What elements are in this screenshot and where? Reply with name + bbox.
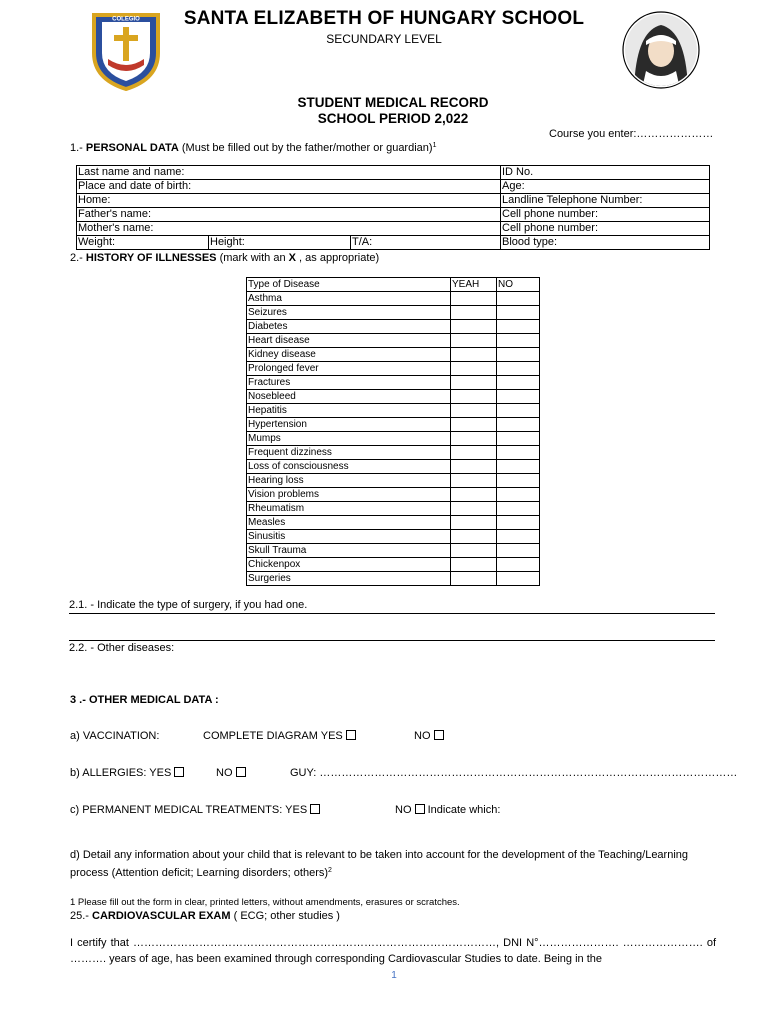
detail-text: d) Detail any information about your child that is relevant to be taken into account for the development of the Teaching/Learning process (Attention deficit; Learning disorders; others) (70, 849, 689, 879)
disease-name: Nosebleed (247, 390, 451, 404)
disease-yes-cell[interactable] (451, 292, 497, 306)
personal-data-table (76, 165, 710, 250)
disease-yes-cell[interactable] (451, 558, 497, 572)
disease-no-cell[interactable] (497, 516, 540, 530)
treatments-yes-checkbox[interactable] (310, 804, 320, 814)
table-row (247, 516, 540, 530)
treatments-yes-label: c) PERMANENT MEDICAL TREATMENTS: YES (70, 804, 308, 816)
disease-no-cell[interactable] (497, 488, 540, 502)
table-row (247, 376, 540, 390)
ta-field[interactable]: T/A: (351, 236, 501, 250)
disease-yes-cell[interactable] (451, 530, 497, 544)
disease-name: Sinusitis (247, 530, 451, 544)
disease-yes-cell[interactable] (451, 474, 497, 488)
disease-yes-cell[interactable] (451, 418, 497, 432)
table-row (77, 222, 710, 236)
disease-no-cell[interactable] (497, 334, 540, 348)
table-row (247, 362, 540, 376)
disease-yes-cell[interactable] (451, 390, 497, 404)
disease-yes-cell[interactable] (451, 320, 497, 334)
disease-no-cell[interactable] (497, 558, 540, 572)
table-row (247, 404, 540, 418)
disease-name: Kidney disease (247, 348, 451, 362)
disease-no-cell[interactable] (497, 460, 540, 474)
disease-no-cell[interactable] (497, 544, 540, 558)
disease-no-cell[interactable] (497, 474, 540, 488)
disease-name: Hearing loss (247, 474, 451, 488)
disease-name: Measles (247, 516, 451, 530)
section25-title: CARDIOVASCULAR EXAM (92, 910, 231, 922)
section2-title: HISTORY OF ILLNESSES (85, 252, 217, 264)
treatments-no (395, 804, 500, 816)
allergy-type-field[interactable]: GUY: …………………………………………………………………………………………………… (290, 767, 738, 779)
disease-name: Hypertension (247, 418, 451, 432)
disease-yes-cell[interactable] (451, 572, 497, 586)
table-row (247, 334, 540, 348)
table-row (247, 530, 540, 544)
disease-yes-cell[interactable] (451, 488, 497, 502)
record-title (0, 95, 768, 127)
table-row (77, 180, 710, 194)
disease-name: Fractures (247, 376, 451, 390)
vaccination-label: a) VACCINATION: (70, 730, 160, 742)
disease-no-cell[interactable] (497, 362, 540, 376)
weight-field[interactable]: Weight: (77, 236, 209, 250)
id-field[interactable]: ID No. (501, 166, 710, 180)
vaccination-yes-checkbox[interactable] (346, 730, 356, 740)
disease-name: Surgeries (247, 572, 451, 586)
section25-number: 25.- (70, 910, 93, 922)
treatments-no-label: NO (395, 804, 412, 816)
disease-name: Diabetes (247, 320, 451, 334)
disease-no-cell[interactable] (497, 306, 540, 320)
disease-no-cell[interactable] (497, 572, 540, 586)
table-row (247, 348, 540, 362)
disease-no-cell[interactable] (497, 320, 540, 334)
illness-table (246, 277, 540, 586)
vaccination-no (414, 730, 444, 742)
height-field[interactable]: Height: (209, 236, 351, 250)
disease-yes-cell[interactable] (451, 432, 497, 446)
school-level: SECUNDARY LEVEL (326, 32, 442, 46)
section25-note: ( ECG; other studies ) (230, 910, 340, 922)
page-number: 1 (391, 970, 397, 981)
disease-no-cell[interactable] (497, 390, 540, 404)
header-no: NO (497, 278, 540, 292)
surgery-question: 2.1. - Indicate the type of surgery, if you had one. (69, 599, 308, 611)
disease-name: Prolonged fever (247, 362, 451, 376)
disease-no-cell[interactable] (497, 502, 540, 516)
record-title-line2: SCHOOL PERIOD 2,022 (317, 111, 469, 126)
disease-yes-cell[interactable] (451, 544, 497, 558)
disease-name: Vision problems (247, 488, 451, 502)
footnote-ref-1: 1 (432, 142, 437, 149)
certify-paragraph: I certify that ………………………………………………………………………………………, DNI N°…………………. …………………. of ………. years of age, has been examined through corresponding Cardiovascular Studies to date. Being in the (70, 937, 716, 965)
section1-heading (70, 142, 436, 154)
table-row (247, 418, 540, 432)
table-row (77, 166, 710, 180)
disease-no-cell[interactable] (497, 418, 540, 432)
table-row (247, 446, 540, 460)
table-row (247, 460, 540, 474)
table-row (247, 544, 540, 558)
disease-no-cell[interactable] (497, 292, 540, 306)
disease-yes-cell[interactable] (451, 502, 497, 516)
section2-note-x: X (288, 252, 296, 264)
vaccination-yes-label: COMPLETE DIAGRAM YES (203, 730, 343, 742)
disease-name: Skull Trauma (247, 544, 451, 558)
header-yes: YEAH (451, 278, 497, 292)
footnote-ref-2: 2 (328, 867, 332, 874)
section1-title: PERSONAL DATA (85, 142, 179, 154)
table-row (247, 502, 540, 516)
section1-number: 1.- (70, 142, 86, 154)
disease-no-cell[interactable] (497, 404, 540, 418)
table-row (247, 488, 540, 502)
surgery-answer-line[interactable] (69, 613, 715, 614)
birth-field[interactable]: Place and date of birth: (77, 180, 501, 194)
allergies-yes (70, 767, 184, 779)
allergies-yes-checkbox[interactable] (174, 767, 184, 777)
table-row (247, 432, 540, 446)
father-cell-field[interactable]: Cell phone number: (501, 208, 710, 222)
section1-note: (Must be filled out by the father/mother or guardian) (178, 142, 433, 154)
home-field[interactable]: Home: (77, 194, 501, 208)
table-row (247, 572, 540, 586)
disease-yes-cell[interactable] (451, 516, 497, 530)
table-row (247, 320, 540, 334)
age-field[interactable]: Age: (501, 180, 710, 194)
section2-note-b: , as appropriate) (296, 252, 380, 264)
disease-yes-cell[interactable] (451, 362, 497, 376)
section3-title: 3 .- OTHER MEDICAL DATA : (70, 694, 219, 706)
table-row (247, 474, 540, 488)
allergies-no-checkbox[interactable] (236, 767, 246, 777)
disease-no-cell[interactable] (497, 348, 540, 362)
landline-field[interactable]: Landline Telephone Number: (501, 194, 710, 208)
disease-name: Heart disease (247, 334, 451, 348)
disease-yes-cell[interactable] (451, 334, 497, 348)
disease-name: Asthma (247, 292, 451, 306)
school-name: SANTA ELIZABETH OF HUNGARY SCHOOL (183, 8, 585, 29)
father-name-field[interactable]: Father's name: (77, 208, 501, 222)
blood-type-field[interactable]: Blood type: (501, 236, 710, 250)
header-type-of-disease: Type of Disease (247, 278, 451, 292)
disease-name: Rheumatism (247, 502, 451, 516)
other-diseases-label: 2.2. - Other diseases: (69, 642, 175, 654)
disease-yes-cell[interactable] (451, 460, 497, 474)
table-row (77, 236, 710, 250)
disease-name: Loss of consciousness (247, 460, 451, 474)
table-row (77, 208, 710, 222)
table-row (77, 194, 710, 208)
disease-name: Frequent dizziness (247, 446, 451, 460)
table-header-row (247, 278, 540, 292)
vaccination-yes (203, 730, 356, 742)
last-name-field[interactable]: Last name and name: (77, 166, 501, 180)
disease-yes-cell[interactable] (451, 446, 497, 460)
table-row (247, 558, 540, 572)
allergies-yes-label: b) ALLERGIES: YES (70, 767, 172, 779)
disease-yes-cell[interactable] (451, 306, 497, 320)
vaccination-no-label: NO (414, 730, 431, 742)
section2-note-a: (mark with an (216, 252, 289, 264)
disease-no-cell[interactable] (497, 376, 540, 390)
vaccination-no-checkbox[interactable] (434, 730, 444, 740)
disease-name: Mumps (247, 432, 451, 446)
disease-yes-cell[interactable] (451, 376, 497, 390)
allergies-no (216, 767, 246, 779)
disease-no-cell[interactable] (497, 446, 540, 460)
treatments-no-checkbox[interactable] (415, 804, 425, 814)
disease-no-cell[interactable] (497, 432, 540, 446)
disease-yes-cell[interactable] (451, 404, 497, 418)
treatments-indicate-label: Indicate which: (427, 804, 501, 816)
table-row (247, 390, 540, 404)
disease-name: Chickenpox (247, 558, 451, 572)
mother-cell-field[interactable]: Cell phone number: (501, 222, 710, 236)
detail-paragraph (70, 847, 716, 881)
course-field: Course you enter:………………… (549, 128, 714, 140)
disease-no-cell[interactable] (497, 530, 540, 544)
divider-line (69, 640, 715, 641)
allergies-no-label: NO (216, 767, 233, 779)
table-row (247, 292, 540, 306)
table-row (247, 306, 540, 320)
disease-name: Seizures (247, 306, 451, 320)
mother-name-field[interactable]: Mother's name: (77, 222, 501, 236)
footnote-1: 1 Please fill out the form in clear, printed letters, without amendments, erasures or scratches. (70, 897, 460, 908)
section2-number: 2.- (70, 252, 86, 264)
svg-text:COLEGIO: COLEGIO (112, 16, 140, 23)
section25-heading (70, 910, 340, 922)
disease-yes-cell[interactable] (451, 348, 497, 362)
section2-heading (70, 252, 379, 264)
disease-name: Hepatitis (247, 404, 451, 418)
record-title-line1: STUDENT MEDICAL RECORD (297, 95, 489, 110)
treatments-yes (70, 804, 320, 816)
